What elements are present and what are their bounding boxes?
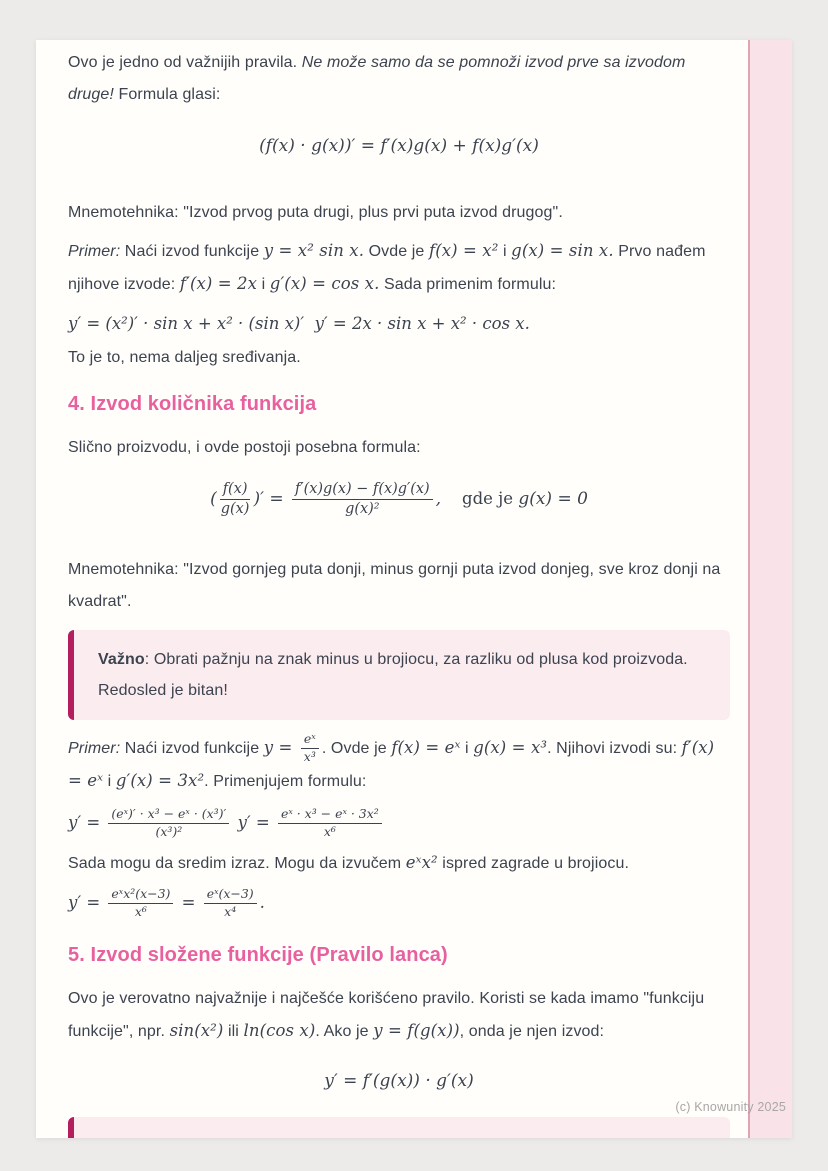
important-callout <box>68 630 730 720</box>
product-rule-formula: (f(x) · g(x))′ = f′(x)g(x) + f(x)g′(x) <box>259 136 539 156</box>
fraction: $\frac{\text{(eˣ)′ · x³ − eˣ · (x³)′}}{\text{(x³)²}}$ <box>108 807 229 839</box>
chain-rule-formula: y′ = f′(g(x)) · g′(x) <box>324 1071 474 1091</box>
example-product-paragraph: Primer: Naći izvod funkcije y = x² sin x. Ovde je f(x) = x² i g(x) = sin x. Prvo nađem njihove izvode: f′(x) = 2x i g′(x) = cos x. Sada primenim formulu: <box>68 241 706 293</box>
section-heading-chain: 5. Izvod složene funkcije (Pravilo lanca) <box>68 944 448 966</box>
chain-intro-paragraph: Ovo je verovatno najvažnije i najčešće korišćeno pravilo. Koristi se kada imamo "funkciju funkcije", npr. sin(x²) ili ln(cos x). Ako je y = f(g(x)), onda je njen izvod: <box>68 990 705 1040</box>
next-callout-partial <box>68 1117 730 1138</box>
fraction: $\frac{\text{eˣ}}{\text{x³}}$ <box>301 732 319 764</box>
copyright-footer: (c) Knowunity 2025 <box>675 1100 786 1114</box>
fraction: $\frac{\text{eˣx²(x−3)}}{\text{x⁶}}$ <box>108 887 173 919</box>
quotient-rule-formula: ( $\frac{f(x)}{g(x)}$ )′ = $\frac{f'(x)g(x) - f(x)g'(x)}{\text{g(x)²}}$ , gde je g(x) = 0 <box>210 480 588 517</box>
page-edge-strip <box>748 40 792 1138</box>
simplify-note: Sada mogu da sredim izraz. Mogu da izvučem eˣx² ispred zagrade u brojiocu. <box>68 853 630 872</box>
intro-paragraph: Ovo je jedno od važnijih pravila. Ne može samo da se pomnoži izvod prve sa izvodom druge! Formula glasi: <box>68 54 686 103</box>
mnemonic-product: Mnemotehnika: "Izvod prvog puta drugi, plus prvi puta izvod drugog". <box>68 204 563 221</box>
mnemonic-quotient: Mnemotehnika: "Izvod gornjeg puta donji, minus gornji puta izvod donjeg, sve kroz donji na kvadrat". <box>68 561 721 610</box>
product-worked-line: y′ = (x²)′ · sin x + x² · (sin x)′ y′ = 2x · sin x + x² · cos x. <box>68 314 530 333</box>
quotient-intro-paragraph: Slično proizvodu, i ovde postoji posebna formula: <box>68 439 421 456</box>
quotient-worked-line-1: y′ = $\frac{\text{(eˣ)′ · x³ − eˣ · (x³)′}}{\text{(x³)²}}$ y′ = $\frac{\text{eˣ · x³ − eˣ · 3x²}}{\text{x⁶}}$ <box>68 806 730 841</box>
fraction: $\frac{\text{eˣ(x−3)}}{\text{x⁴}}$ <box>204 887 257 919</box>
callout-text: Važno: Obrati pažnju na znak minus u brojiocu, za razliku od plusa kod proizvoda. Redosled je bitan! <box>98 651 688 699</box>
example-quotient-paragraph: Primer: Naći izvod funkcije y = $\frac{\text{eˣ}}{\text{x³}}$ . Ovde je f(x) = eˣ i g(x) = x³. Njihovi izvodi su: f′(x) = eˣ i g′(x) = 3x². Primenjujem formulu: <box>68 731 715 790</box>
document-page <box>36 40 792 1138</box>
fraction: $\frac{\text{eˣ · x³ − eˣ · 3x²}}{\text{x⁶}}$ <box>278 807 382 839</box>
fraction: $\frac{f(x)}{g(x)}$ <box>220 480 250 517</box>
quotient-worked-line-2: y′ = $\frac{\text{eˣx²(x−3)}}{\text{x⁶}}$ = $\frac{\text{eˣ(x−3)}}{\text{x⁴}}$ . <box>68 886 265 919</box>
page-content <box>68 40 730 1120</box>
fraction: $\frac{f'(x)g(x) - f(x)g'(x)}{\text{g(x)²}}$ <box>292 481 433 518</box>
section-heading-quotient: 4. Izvod količnika funkcija <box>68 393 317 415</box>
product-conclusion: To je to, nema daljeg sređivanja. <box>68 349 301 366</box>
